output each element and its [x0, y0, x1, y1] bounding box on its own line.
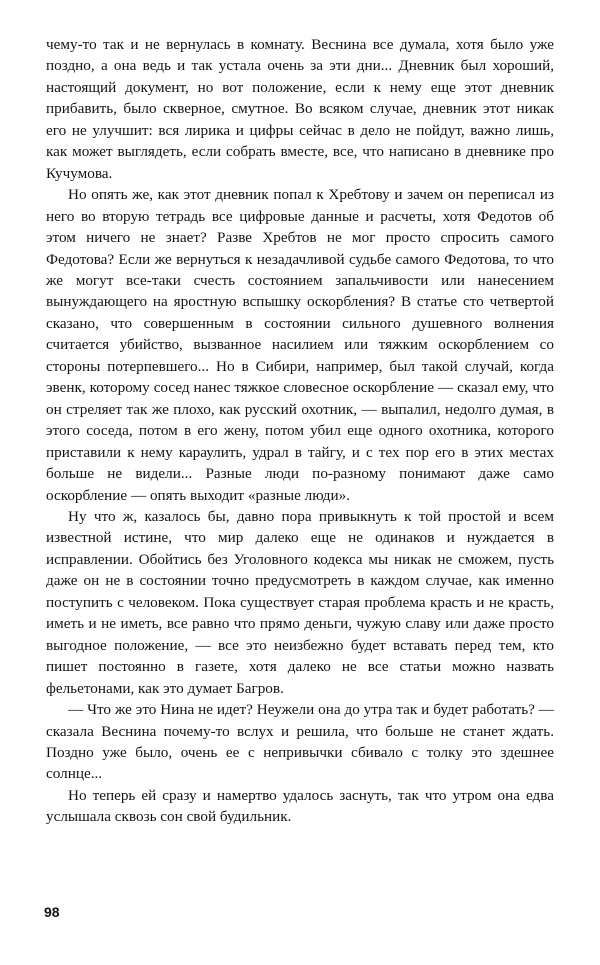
- page-text: [46, 34, 554, 828]
- page-number: 98: [44, 904, 60, 920]
- paragraph-2: Но опять же, как этот дневник попал к Хребтову и зачем он переписал из него во вторую тетрадь все цифровые данные и расчеты, хотя Федотов об этом ничего не знает? Разве Хребтов не мог просто спросить самого Федотова? Если же вернуться к незадачливой судьбе самого Федотова, то что же могут все-таки счесть состоянием запальчивости или нанесением вынуждающего на яростную вспышку оскорбления? В статье сто четвертой сказано, что совершенным в состоянии сильного душевного волнения считается убийство, вызванное насилием или тяжким оскорблением со стороны потерпевшего... Но в Сибири, например, был такой случай, когда эвенк, которому сосед нанес тяжкое словесное оскорбление — сказал ему, что он стреляет так же плохо, как русский охотник, — выпалил, недолго думая, в этого соседа, потом в его жену, потом убил еще одного охотника, которого приставили к нему караулить, удрал в тайгу, и с тех пор его в этих местах больше не видели... Разные люди по-разному понимают даже само оскорбление — опять выходит «разные люди».: [46, 186, 554, 504]
- paragraph-4: — Что же это Нина не идет? Неужели она до утра так и будет работать? — сказала Веснина почему-то вслух и решила, что больше не станет ждать. Поздно уже было, очень ее с непривычки сбивало с толку это здешнее солнце...: [46, 701, 554, 783]
- paragraph-5: Но теперь ей сразу и намертво удалось заснуть, так что утром она едва услышала сквозь сон свой будильник.: [46, 786, 554, 826]
- paragraph-3: Ну что ж, казалось бы, давно пора привыкнуть к той простой и всем известной истине, что мир далеко еще не одинаков и нуждается в исправлении. Обойтись без Уголовного кодекса мы никак не сможем, пусть даже он не в состоянии точно предусмотреть в каждом случае, как именно поступить с человеком. Пока существует старая проблема красть и не красть, иметь и не иметь, все равно что прямо деньги, чужую славу или даже просто выгодное положение, — все это неизбежно будет вставать перед тем, кто пишет постоянно в газете, хотя далеко не все статьи можно назвать фельетонами, как это думает Багров.: [46, 507, 554, 697]
- paragraph-1: чему-то так и не вернулась в комнату. Веснина все думала, хотя было уже поздно, а она ведь и так устала очень за эти дни... Дневник был хороший, настоящий документ, но вот положение, если к нему еще этот дневник прибавить, было скверное, смутное. Во всяком случае, дневник этот никак его не улучшит: вся лирика и цифры сейчас в дело не пойдут, важно лишь, как может выглядеть, если собрать вместе, все, что написано в дневнике про Кучумова.: [46, 36, 554, 182]
